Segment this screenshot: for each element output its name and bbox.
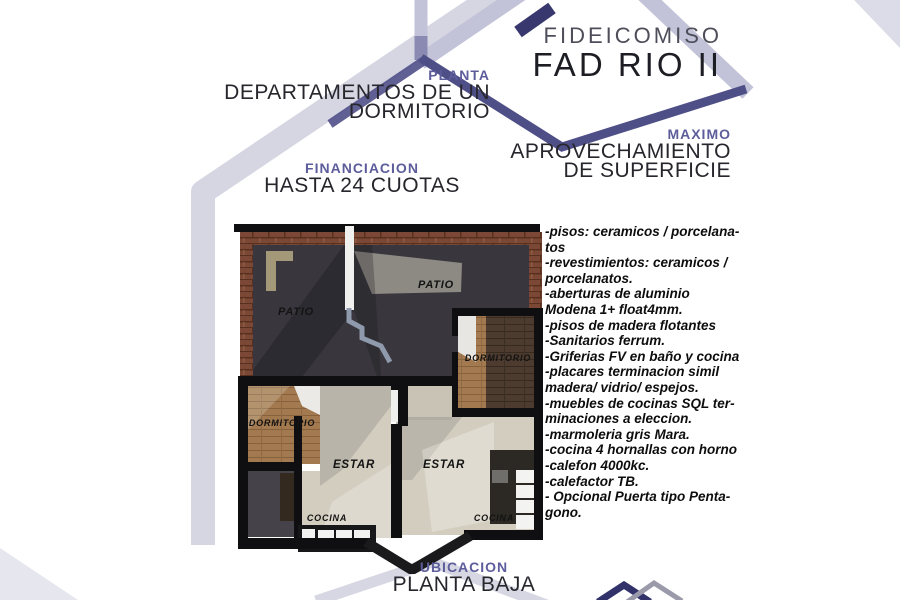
- feature-line: -calefactor TB.: [545, 473, 639, 489]
- headline-planta: [224, 68, 490, 121]
- floor-plan: [232, 220, 545, 574]
- planta-line1: DEPARTAMENTOS DE UN: [224, 81, 490, 104]
- feature-line: -revestimientos: ceramicos /: [545, 255, 728, 271]
- planta-tag: PLANTA: [428, 67, 490, 83]
- feature-line: -cocina 4 hornallas con horno: [545, 442, 738, 458]
- patio-left-label: PATIO: [278, 306, 314, 318]
- financiacion-line1: HASTA 24 CUOTAS: [264, 174, 460, 197]
- feature-line: -muebles de cocinas SQL ter-: [545, 395, 735, 411]
- maximo-line2: DE SUPERFICIE: [563, 159, 731, 182]
- feature-line: -aberturas de aluminio: [545, 286, 690, 302]
- estar-left-label: ESTAR: [332, 459, 376, 471]
- brand-name: FAD RIO II: [532, 46, 722, 83]
- feature-line: minaciones a eleccion.: [545, 411, 693, 427]
- ubicacion-line1: PLANTA BAJA: [392, 573, 536, 596]
- feature-line: -marmoleria gris Mara.: [545, 426, 690, 442]
- headline-maximo: [510, 127, 731, 180]
- cocina-left-label: COCINA: [306, 513, 348, 523]
- feature-line: -calefon 4000kc.: [545, 457, 650, 473]
- patio-divider-wall: [345, 226, 354, 310]
- dormitorio-right: [452, 308, 543, 420]
- feature-line: - Opcional Puerta tipo Penta-: [545, 489, 731, 505]
- features-list: [545, 224, 775, 520]
- headline-ubicacion: [386, 560, 542, 594]
- feature-line: -pisos de madera flotantes: [545, 317, 717, 333]
- financiacion-tag: FINANCIACION: [305, 160, 419, 176]
- brand-block: [532, 24, 722, 82]
- maximo-tag: MAXIMO: [667, 126, 731, 142]
- planta-line2: DORMITORIO: [348, 100, 490, 123]
- patio-right-label: PATIO: [418, 279, 454, 291]
- maximo-line1: APROVECHAMIENTO: [510, 140, 731, 163]
- estar-right-label: ESTAR: [422, 459, 466, 471]
- dormitorio-right-label: DORMITORIO: [464, 353, 532, 363]
- feature-line: Modena 1+ float4mm.: [545, 301, 683, 317]
- ubicacion-tag: UBICACION: [419, 559, 509, 575]
- brand-label: FIDEICOMISO: [543, 23, 722, 48]
- cocina-right-label: COCINA: [473, 513, 515, 523]
- feature-line: -Sanitarios ferrum.: [545, 333, 666, 349]
- feature-line: tos: [545, 239, 566, 255]
- feature-line: porcelanatos.: [545, 270, 633, 286]
- feature-line: -Griferias FV en baño y cocina: [545, 348, 740, 364]
- bottom-left-shape: [0, 548, 78, 600]
- feature-line: -pisos: ceramicos / porcelana-: [545, 224, 740, 239]
- dormitorio-left-label: DORMITORIO: [248, 418, 316, 428]
- feature-line: gono.: [545, 504, 582, 520]
- corner-triangle: [854, 0, 900, 48]
- feature-line: -placares terminacion simil: [545, 364, 720, 380]
- feature-line: madera/ vidrio/ espejos.: [545, 379, 699, 395]
- headline-financiacion: [262, 161, 462, 195]
